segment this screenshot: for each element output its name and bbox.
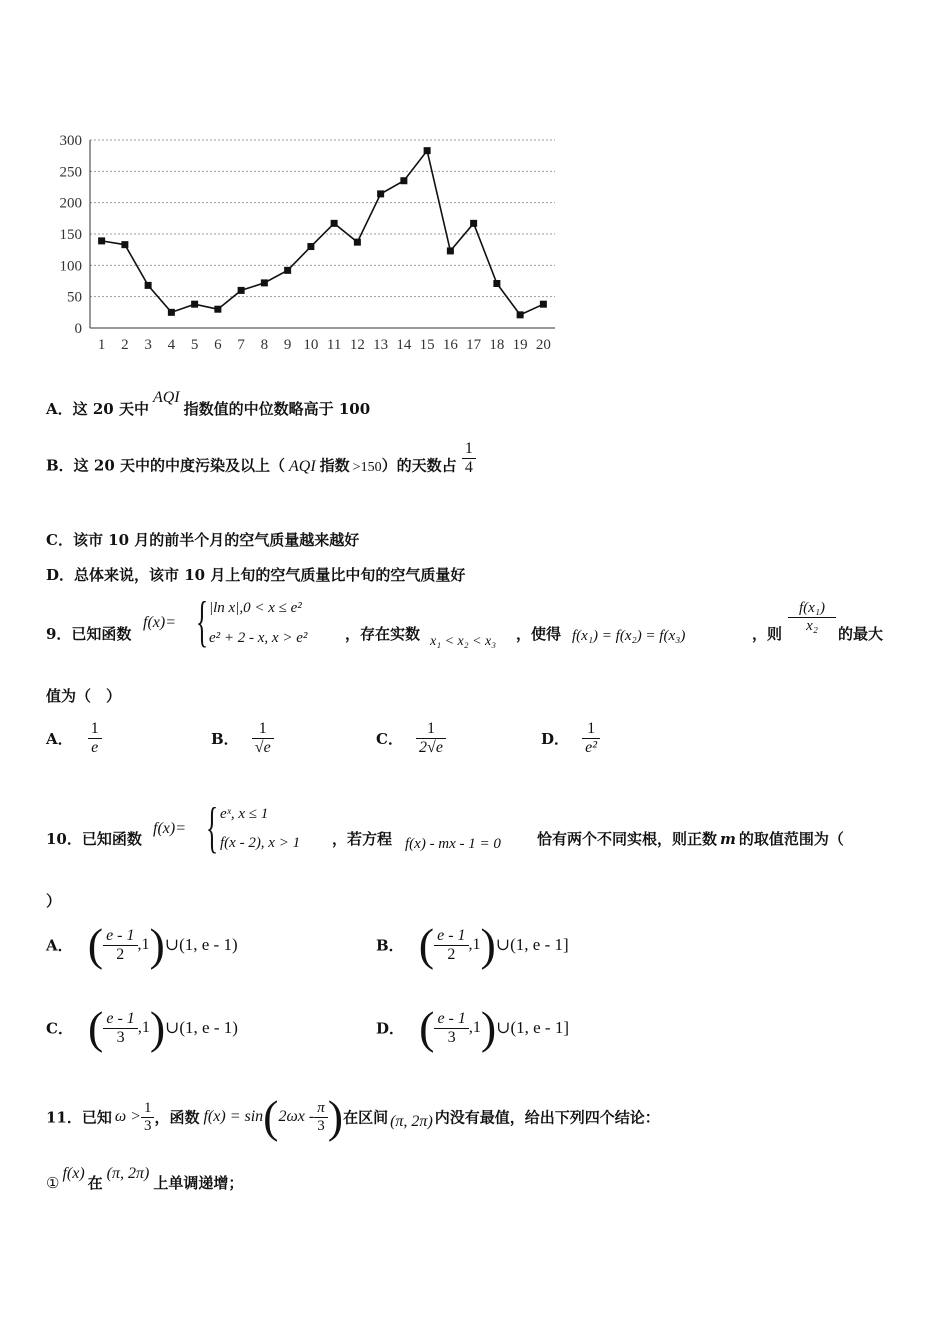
x-tick-label: 5 — [190, 337, 199, 353]
x-tick-label: 16 — [442, 337, 458, 353]
x-tick-label: 2 — [121, 337, 129, 353]
q9-text4: 的最大 — [838, 625, 884, 643]
data-point — [540, 301, 547, 308]
q9-d-den: e² — [582, 738, 600, 757]
data-point — [98, 237, 105, 244]
q10-c-lparen: ( — [88, 1002, 104, 1053]
y-tick-label: 150 — [59, 227, 82, 243]
q10-a-rparen: ) — [149, 919, 165, 970]
q10-a-label: A． — [46, 936, 73, 955]
y-tick-label: 250 — [59, 164, 82, 181]
q10-b-lparen: ( — [418, 919, 435, 970]
x-tick-label: 8 — [260, 337, 269, 353]
q11-item-1 — [46, 1165, 244, 1193]
q10-a-tail: ,1 — [137, 936, 150, 953]
data-point — [261, 279, 268, 286]
x-tick-label: 9 — [283, 337, 292, 353]
x-tick-label: 19 — [512, 337, 528, 353]
q9-ineq: x₁ < x₂ < x₃ — [430, 634, 497, 649]
q11-pnum: π — [317, 1099, 325, 1116]
q11-omega: ω > — [114, 1108, 141, 1125]
q11-text2: 在区间 — [343, 1108, 389, 1127]
q8-b-fraction — [462, 440, 476, 477]
q9-option-c — [376, 720, 446, 757]
q10-c-rparen: ) — [149, 1002, 166, 1053]
q9-d-num: 1 — [587, 720, 596, 737]
data-point — [214, 306, 221, 313]
q8-option-c: C．该市 10 月的前半个月的空气质量越来越好 — [46, 531, 360, 549]
x-tick-label: 12 — [349, 337, 365, 353]
x-tick-label: 20 — [535, 337, 551, 353]
x-tick-label: 10 — [303, 337, 319, 353]
x-tick-label: 7 — [237, 337, 245, 353]
x-tick-label: 17 — [466, 337, 482, 353]
q10-text2 — [537, 828, 844, 849]
aqi-series-line — [102, 151, 544, 315]
x-tick-label: 14 — [396, 337, 412, 353]
q9-continue: 值为（ ） — [46, 687, 122, 705]
data-point — [424, 147, 431, 154]
q9-case2: e² + 2 - x, x > e² — [209, 630, 308, 646]
y-tick-label: 100 — [59, 258, 82, 275]
q9-text2: ，使得 — [516, 625, 562, 643]
q10-b-den: 2 — [434, 945, 468, 964]
q8-b-rest: ）的天数占 — [381, 456, 457, 475]
q10-b-rparen: ) — [480, 919, 496, 970]
q10-c-label: C． — [46, 1019, 73, 1038]
q9-d-frac — [582, 720, 600, 757]
q10-b-num: e - 1 — [437, 926, 466, 944]
data-point — [191, 301, 198, 308]
q10-a-num: e - 1 — [106, 926, 135, 944]
data-point — [307, 243, 314, 250]
data-point — [331, 220, 338, 227]
q11-rparen: ) — [327, 1091, 344, 1142]
q10-a-lparen: ( — [87, 919, 104, 970]
q9-c-den: 2√e — [416, 738, 446, 757]
q11-lparen: ( — [263, 1091, 279, 1142]
q11-fx: f(x) = sin — [203, 1108, 264, 1125]
q11-text3: 内没有最值，给出下列四个结论： — [434, 1108, 660, 1127]
q9-head: 9．已知函数 — [46, 625, 132, 643]
q10-text3: 的取值范围为（ — [738, 830, 844, 848]
q8-b-text: B．这 20 天中的中度污染及以上（ — [46, 456, 285, 475]
q9-a-den: e — [88, 738, 102, 757]
q9-fx: f(x)= — [143, 614, 176, 631]
q9-c-num: 1 — [426, 720, 435, 737]
q8-b-num: 1 — [464, 440, 473, 457]
q10-option-d — [376, 1002, 569, 1053]
y-tick-label: 300 — [59, 133, 82, 149]
q10-b-label: B． — [376, 936, 404, 955]
x-tick-label: 13 — [373, 337, 389, 353]
q11-text1: ，函数 — [154, 1108, 200, 1127]
x-tick-label: 18 — [489, 337, 505, 353]
q10-m: m — [720, 830, 736, 848]
q10-c-frac — [103, 1010, 137, 1047]
x-tick-label: 15 — [419, 337, 435, 353]
q8-a-rest: 指数值的中位数略高于 100 — [183, 400, 371, 418]
q8-b-cond: >150 — [352, 459, 382, 475]
data-point — [377, 190, 384, 197]
q11-item1-in: 在 — [87, 1174, 103, 1192]
q10-d-tail: ,1 — [468, 1019, 481, 1036]
q11-line — [46, 1091, 660, 1142]
q11-omega-frac — [141, 1100, 155, 1135]
q10-eq: f(x) - mx - 1 = 0 — [405, 836, 501, 852]
q10-d-den: 3 — [434, 1028, 468, 1047]
q9-brace: { — [196, 591, 209, 653]
q11-item1-f: f(x) — [62, 1165, 85, 1182]
data-point — [284, 267, 291, 274]
q11-num: 1 — [143, 1099, 152, 1116]
y-tick-label: 200 — [59, 195, 82, 212]
data-point — [354, 239, 361, 246]
q11-item1-marker: ① — [46, 1176, 60, 1192]
q9-b-frac — [252, 720, 274, 757]
q9-b-num: 1 — [258, 720, 267, 737]
q8-option-a — [46, 389, 371, 419]
q11-den: 3 — [141, 1117, 155, 1135]
q9-c-frac — [416, 720, 446, 757]
q11-pden: 3 — [314, 1117, 328, 1135]
q11-item1-interval: (π, 2π) — [106, 1165, 150, 1182]
q9-b-label: B． — [211, 730, 239, 748]
q11-item1-rest: 上单调递增； — [153, 1174, 244, 1192]
x-tick-label: 4 — [167, 337, 176, 353]
data-point — [517, 311, 524, 318]
q9-a-frac — [88, 720, 102, 757]
data-point — [121, 241, 128, 248]
q10-text2a: 恰有两个不同实根，则正数 — [537, 830, 718, 848]
q11-head: 11．已知 — [46, 1108, 112, 1127]
q9-eq: f(x₁) = f(x₂) = f(x₃) — [572, 628, 686, 644]
q9-a-label: A． — [46, 730, 73, 748]
q10-option-b — [376, 919, 569, 970]
x-tick-label: 6 — [214, 337, 222, 353]
data-point — [238, 287, 245, 294]
q8-option-b — [46, 440, 476, 485]
data-point — [400, 177, 407, 184]
data-point — [470, 220, 477, 227]
y-tick-label: 0 — [74, 321, 82, 337]
q9-option-b — [211, 720, 274, 757]
q11-arg: 2ωx - — [278, 1108, 315, 1125]
q10-a-union: ∪(1, e - 1) — [164, 935, 238, 954]
x-tick-label: 1 — [97, 337, 106, 353]
q10-continue: ） — [46, 892, 62, 910]
q9-case1: |ln x|,0 < x ≤ e² — [209, 600, 302, 616]
q8-b-den: 4 — [462, 458, 476, 477]
q10-d-num: e - 1 — [437, 1009, 466, 1027]
q10-b-union: ∪(1, e - 1] — [495, 935, 569, 954]
q9-b-den: √e — [252, 738, 274, 757]
q10-case2: f(x - 2), x > 1 — [220, 835, 301, 851]
aqi-data-points — [98, 147, 547, 318]
q10-text1: ，若方程 — [332, 830, 393, 848]
q10-fx: f(x)= — [153, 820, 186, 837]
q8-b-math: AQI — [289, 457, 316, 475]
chart-grid — [90, 140, 555, 297]
x-tick-label: 3 — [144, 337, 152, 353]
q11-pi-frac — [314, 1100, 328, 1135]
q10-option-c — [46, 1002, 238, 1053]
y-axis-ticks — [60, 133, 83, 337]
data-point — [145, 282, 152, 289]
q8-option-d: D．总体来说，该市 10 月上旬的空气质量比中旬的空气质量好 — [46, 566, 466, 584]
q10-d-lparen: ( — [419, 1002, 435, 1053]
q9-d-label: D． — [541, 730, 570, 748]
aqi-line-chart — [40, 128, 570, 360]
q10-case1: eˣ, x ≤ 1 — [220, 806, 269, 822]
data-point — [168, 309, 175, 316]
q10-c-num: e - 1 — [106, 1009, 135, 1027]
data-point — [447, 247, 454, 254]
q10-b-frac — [434, 927, 468, 964]
q9-ratio — [788, 600, 836, 635]
q10-c-union: ∪(1, e - 1) — [165, 1018, 238, 1037]
q10-a-den: 2 — [103, 945, 137, 964]
q9-c-label: C． — [376, 730, 403, 748]
q10-b-tail: ,1 — [468, 936, 481, 953]
q9-ratio-den: x₂ — [788, 617, 836, 635]
q10-option-a — [46, 919, 238, 970]
q8-b-mid: 指数 — [319, 456, 350, 475]
q9-a-num: 1 — [90, 720, 99, 737]
q10-head: 10．已知函数 — [46, 830, 142, 848]
q11-interval: (π, 2π) — [390, 1113, 433, 1130]
q9-ratio-num: f(x₁) — [798, 600, 826, 616]
y-tick-label: 50 — [67, 289, 82, 306]
q10-brace: { — [206, 797, 219, 859]
q9-text1: ，存在实数 — [345, 625, 421, 643]
q10-d-label: D． — [376, 1019, 405, 1038]
q8-a-math: AQI — [152, 389, 180, 406]
q10-d-frac — [434, 1010, 468, 1047]
q10-d-union: ∪(1, e - 1] — [496, 1018, 569, 1037]
q9-option-d — [541, 720, 600, 757]
q9-text3: ，则 — [752, 625, 783, 643]
q10-c-tail: ,1 — [137, 1019, 150, 1036]
q10-c-den: 3 — [103, 1028, 137, 1047]
x-tick-label: 11 — [326, 337, 342, 353]
q9-option-a — [46, 720, 102, 757]
q10-d-rparen: ) — [480, 1002, 497, 1053]
q10-a-frac — [103, 927, 137, 964]
x-axis-ticks — [98, 337, 551, 353]
q8-a-text: A．这 20 天中 — [46, 400, 149, 418]
data-point — [493, 280, 500, 287]
